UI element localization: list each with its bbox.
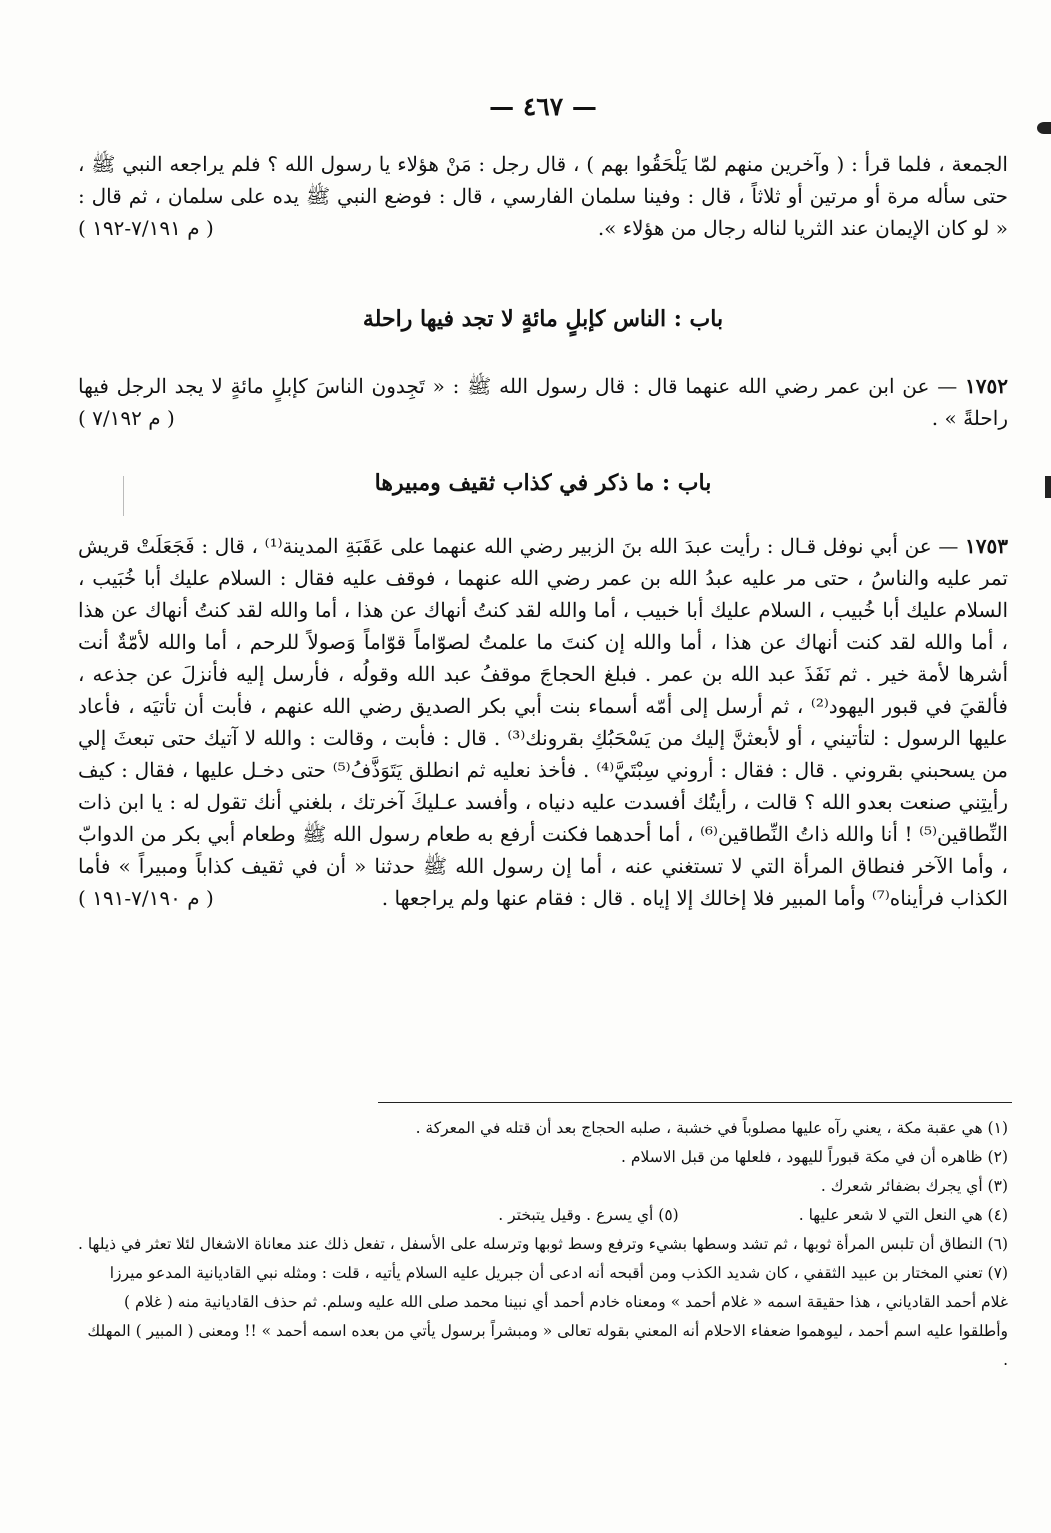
hadith-1752 xyxy=(78,370,1008,434)
hadith-reference: ( م ٧/١٩٢ ) xyxy=(78,406,175,430)
footnote: (١) هي عقبة مكة ، يعني رآه عليها مصلوباً في خشبة ، صلبه الحجاج بعد أن قتله في المعركة . xyxy=(415,1119,1008,1137)
footnote: (٧) تعني المختار بن عبيد الثقفي ، كان شديد الكذب ومن أقبحه أنه ادعى أن جبريل عليه السلام يأتيه ، قلت : ومثله نبي القاديانية المدعو ميرزا غلام أحمد القادياني ، هذا حقيقة اسمه « غلام أحمد » ومعناه خادم أحمد أي نبينا محمد صلى الله عليه وسلم. ثم حذف القاديانية منه ( غلام ) وأطلقوا عليه اسم أحمد ، ليوهموا ضعفاء الاحلام أنه المعني بقوله تعالى « ومبشراً برسول يأتي من بعده اسمه أحمد » !! ومعنى ( المبير ) المهلك . xyxy=(87,1264,1008,1369)
footnote-row xyxy=(78,1201,1008,1230)
hadith-number: ١٧٥٣ xyxy=(965,534,1009,558)
page-number: — ٤٦٧ — xyxy=(489,92,597,121)
footnote: (٣) أي يجرك بضفائر شعرك . xyxy=(820,1177,1008,1195)
footnote: (٤) هي النعل التي لا شعر عليها . xyxy=(798,1206,1008,1224)
footnote-divider xyxy=(378,1102,1012,1103)
margin-mark xyxy=(1037,122,1051,134)
hadith-1753 xyxy=(78,530,1008,914)
hadith-number: ١٧٥٢ xyxy=(965,374,1008,398)
footnote: (٢) ظاهره أن في مكة قبوراً لليهود ، فلعلها من قبل الاسلام . xyxy=(621,1148,1008,1166)
document-page xyxy=(78,0,1008,1533)
footnotes xyxy=(78,1114,1008,1375)
intro-text: الجمعة ، فلما قرأ : ( وآخرين منهم لمّا يَلْحَقُوا بهم ) ، قال رجل : مَنْ هؤلاء يا رسول الله ؟ فلم يراجعه النبي ﷺ ، حتى سأله مرة أو مرتين أو ثلاثاً ، قال : وفينا سلمان الفارسي ، قال : فوضع النبي ﷺ يده على سلمان ، ثم قال : « لو كان الإيمان عند الثريا لناله رجال من هؤلاء ». xyxy=(78,152,1008,240)
footnote: (٦) النطاق أن تلبس المرأة ثوبها ، ثم تشد وسطها بشيء وترفع وسط ثوبها وترسله على الأسفل ، تفعل ذلك عند معاناة الاشغال لئلا تعثر في ذيلها . xyxy=(77,1235,1008,1253)
hadith-text: — عن أبي نوفل قـال : رأيت عبدَ الله بنَ الزبير رضي الله عنهما على عَقَبَةِ المدينة⁽¹⁾ ، قال : فَجَعَلَتْ قريش تمر عليه والناسُ ، حتى مر عليه عبدُ الله بن عمر رضي الله عنهما ، فوقف عليه فقال : السلام عليك أبا خُبَيب ، السلام عليك أبا خُبيب ، السلام عليك أبا خبيب ، أما والله لقد كنتُ أنهاك عن هذا ، أما والله لقد كنتُ أنهاك عن هذا ، أما والله لقد كنت أنهاك عن هذا ، أما والله إن كنتَ ما علمتُ لصوّاماً قوّاماً وَصولاً للرحم ، أما والله لأمّةٌ أنت أشرها لأمة خير . ثم نَفَذَ عبد الله بن عمر . فبلغ الحجاجَ موقفُ عبد الله وقولُه ، فأرسل إليه فأنزلَ عن جذعه ، فألقيَ في قبور اليهود⁽²⁾ ، ثم أرسل إلى أمّه أسماء بنت أبي بكر الصديق رضي الله عنهم ، فأبت أن تأتيَه ، فأعاد عليها الرسول : لتأتيني ، أو لأبعثنَّ إليك من يَسْحَبُكِ بقرونك⁽³⁾ . قال : فأبت ، وقالت : والله لا آتيك حتى تبعثَ إلي من يسحبني بقروني . قال : فقال : أروني سِبْتَيَّ⁽⁴⁾ . فأخذ نعليه ثم انطلق يَتَوَذَّفُ⁽⁵⁾ حتى دخـل عليها ، فقال : كيف رأيتِني صنعت بعدو الله ؟ قالت ، رأيتُك أفسدت عليه دنياه ، وأفسد عـليكَ آخرتك ، بلغني أنك تقول له : يا ابن ذات النِّطاقين⁽⁵⁾ ! أنا والله ذاتُ النِّطاقين⁽⁶⁾ ، أما أحدهما فكنت أرفع به طعام رسول الله ﷺ وطعام أبي بكر من الدوابّ ، وأما الآخر فنطاق المرأة التي لا تستغني عنه ، أما إن رسول الله ﷺ حدثنا « أن في ثقيف كذاباً ومبيراً » فأما الكذاب فرأيناه⁽⁷⁾ وأما المبير فلا إخالك إلا إياه . قال : فقام عنها ولم يراجعها . xyxy=(78,534,1008,910)
intro-paragraph xyxy=(78,148,1008,244)
chapter-heading: باب : ما ذكر في كذاب ثقيف ومبيرها xyxy=(374,470,712,496)
hadith-text: — عن ابن عمر رضي الله عنهما قال : قال رسول الله ﷺ : « تَجِدون الناسَ كإبلٍ مائةٍ لا يجد الرجل فيها راحلةً » . xyxy=(78,374,1008,430)
hadith-reference: ( م ٧/١٩٠-١٩١ ) xyxy=(78,886,214,910)
footnote: (٥) أي يسرع . وقيل يتبختر . xyxy=(498,1206,679,1224)
chapter-heading: باب : الناس كإبلٍ مائةٍ لا تجد فيها راحلة xyxy=(362,306,724,332)
intro-reference: ( م ٧/١٩١-١٩٢ ) xyxy=(78,216,214,240)
margin-mark xyxy=(1045,476,1051,498)
